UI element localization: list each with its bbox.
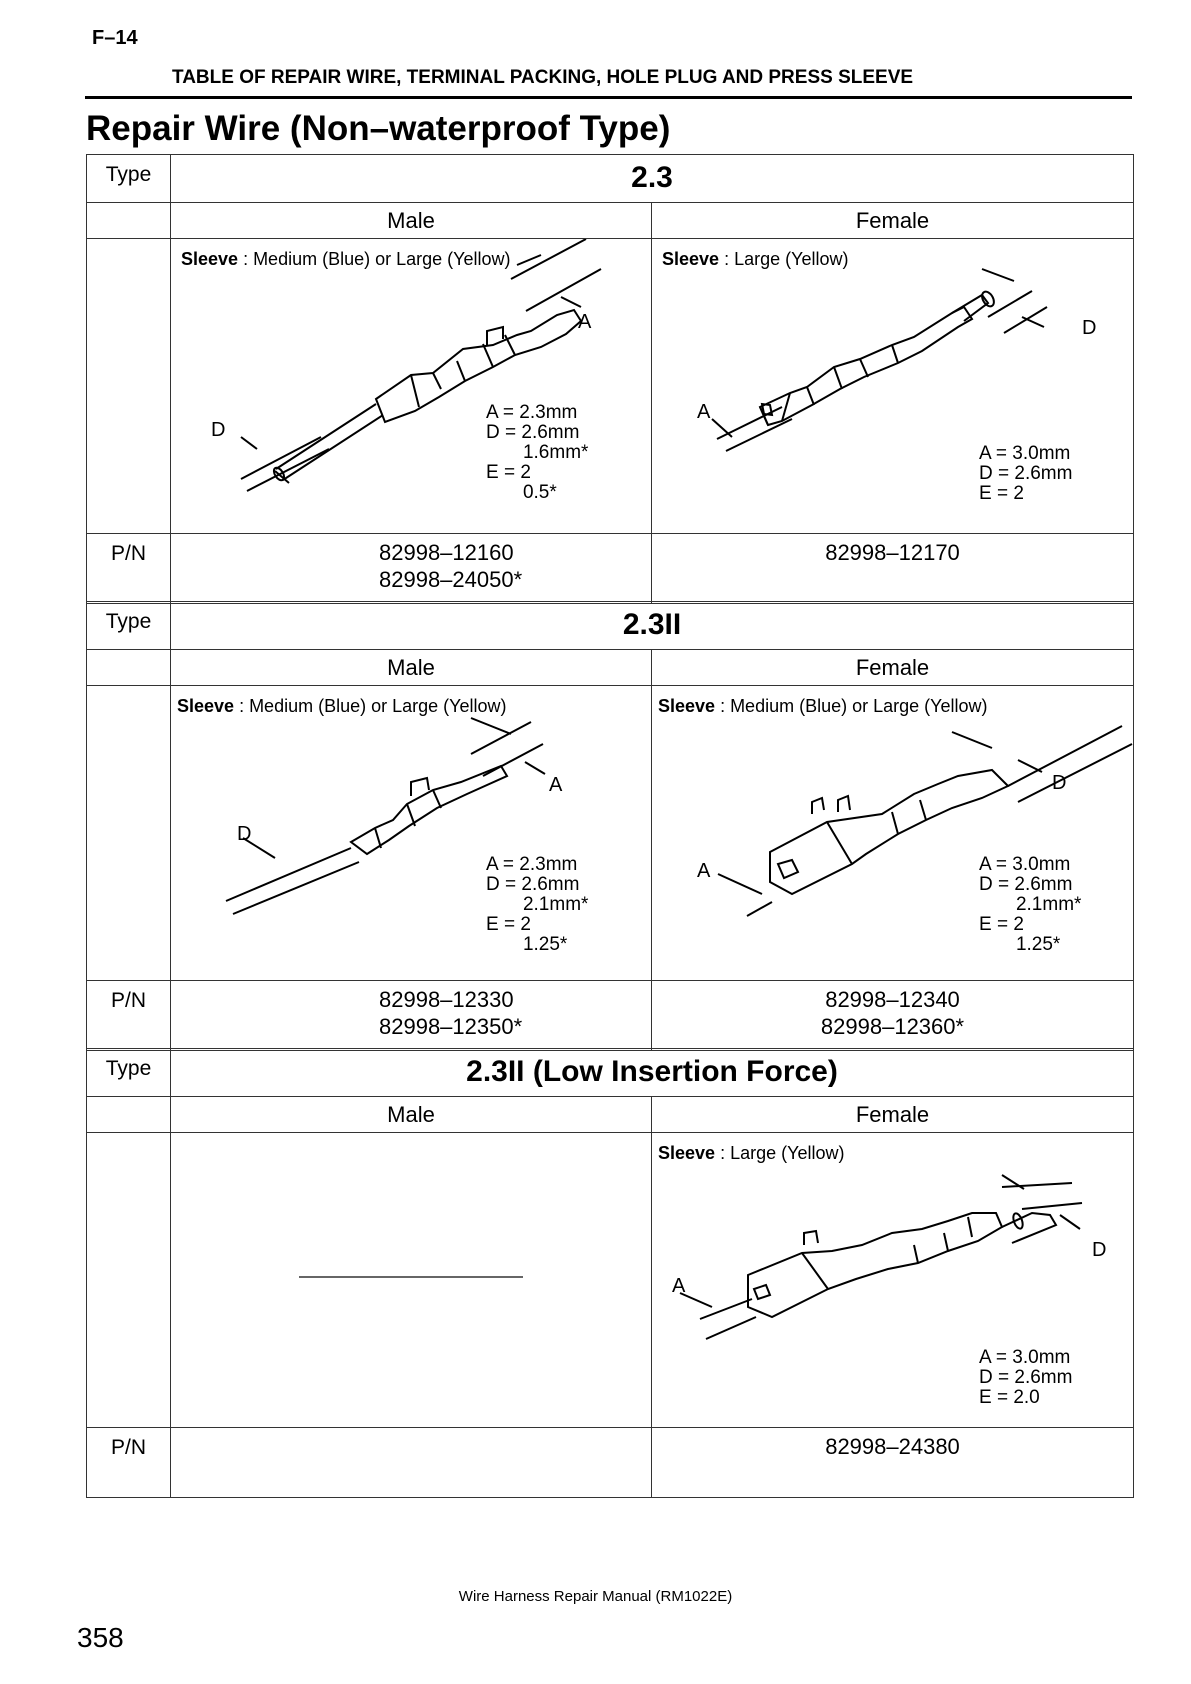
female-part-numbers: 82998–24380 <box>652 1428 1134 1498</box>
female-part-numbers: 82998–12170 <box>652 534 1134 604</box>
header-title: TABLE OF REPAIR WIRE, TERMINAL PACKING, HOLE PLUG AND PRESS SLEEVE <box>172 67 914 88</box>
dimension-letter-a: A <box>549 774 563 796</box>
female-figure-cell <box>652 1133 1134 1428</box>
section-code: F–14 <box>92 27 138 49</box>
pn-label: P/N <box>87 1428 171 1498</box>
page-title: Repair Wire (Non–waterproof Type) <box>86 109 671 148</box>
type-label: Type <box>87 602 171 650</box>
dimension-specs: A = 3.0mm D = 2.6mm E = 2 <box>979 443 1073 504</box>
male-header: Male <box>171 650 652 686</box>
male-figure-cell-empty <box>171 1133 652 1428</box>
repair-wire-table-2-3ii-lif <box>86 1048 1134 1498</box>
male-part-numbers <box>171 1428 652 1498</box>
dimension-letter-a: A <box>672 1275 686 1297</box>
type-label: Type <box>87 155 171 203</box>
female-header: Female <box>652 650 1134 686</box>
dimension-letter-d: D <box>1092 1239 1107 1261</box>
male-figure-cell <box>171 686 652 981</box>
female-figure-cell <box>652 239 1134 534</box>
dimension-specs: A = 3.0mm D = 2.6mm 2.1mm* E = 2 1.25* <box>979 854 1082 955</box>
pn-label: P/N <box>87 981 171 1051</box>
female-part-numbers: 82998–12340 82998–12360* <box>652 981 1134 1051</box>
sleeve-note: Sleeve : Medium (Blue) or Large (Yellow) <box>181 249 511 269</box>
sleeve-note: Sleeve : Large (Yellow) <box>658 1143 845 1163</box>
sleeve-note: Sleeve : Medium (Blue) or Large (Yellow) <box>177 696 507 716</box>
male-header: Male <box>171 203 652 239</box>
male-header: Male <box>171 1097 652 1133</box>
female-header: Female <box>652 1097 1134 1133</box>
type-label: Type <box>87 1049 171 1097</box>
footer-text: Wire Harness Repair Manual (RM1022E) <box>458 1588 733 1605</box>
type-value: 2.3 <box>171 155 1134 203</box>
repair-wire-table-2-3 <box>86 154 1134 604</box>
dimension-specs: A = 2.3mm D = 2.6mm 1.6mm* E = 2 0.5* <box>486 402 589 503</box>
sleeve-note: Sleeve : Medium (Blue) or Large (Yellow) <box>658 696 988 716</box>
page-number: 358 <box>77 1622 124 1653</box>
dimension-letter-a: A <box>578 311 592 333</box>
dimension-letter-d: D <box>1082 317 1097 339</box>
repair-wire-table-2-3ii <box>86 601 1134 1051</box>
dimension-letter-d: D <box>237 823 252 845</box>
female-header: Female <box>652 203 1134 239</box>
male-part-numbers: 82998–12330 82998–12350* <box>171 981 652 1051</box>
male-part-numbers: 82998–12160 82998–24050* <box>171 534 652 604</box>
sleeve-note: Sleeve : Large (Yellow) <box>662 249 849 269</box>
male-figure-cell <box>171 239 652 534</box>
pn-label: P/N <box>87 534 171 604</box>
dimension-specs: A = 2.3mm D = 2.6mm 2.1mm* E = 2 1.25* <box>486 854 589 955</box>
female-figure-cell <box>652 686 1134 981</box>
dimension-letter-d: D <box>211 419 226 441</box>
dimension-letter-a: A <box>697 860 711 882</box>
not-applicable-line <box>171 1133 652 1428</box>
dimension-letter-d: D <box>1052 772 1067 794</box>
header-rule <box>85 96 1132 99</box>
dimension-specs: A = 3.0mm D = 2.6mm E = 2.0 <box>979 1347 1073 1408</box>
type-value: 2.3II <box>171 602 1134 650</box>
type-value: 2.3II (Low Insertion Force) <box>171 1049 1134 1097</box>
dimension-letter-a: A <box>697 401 711 423</box>
